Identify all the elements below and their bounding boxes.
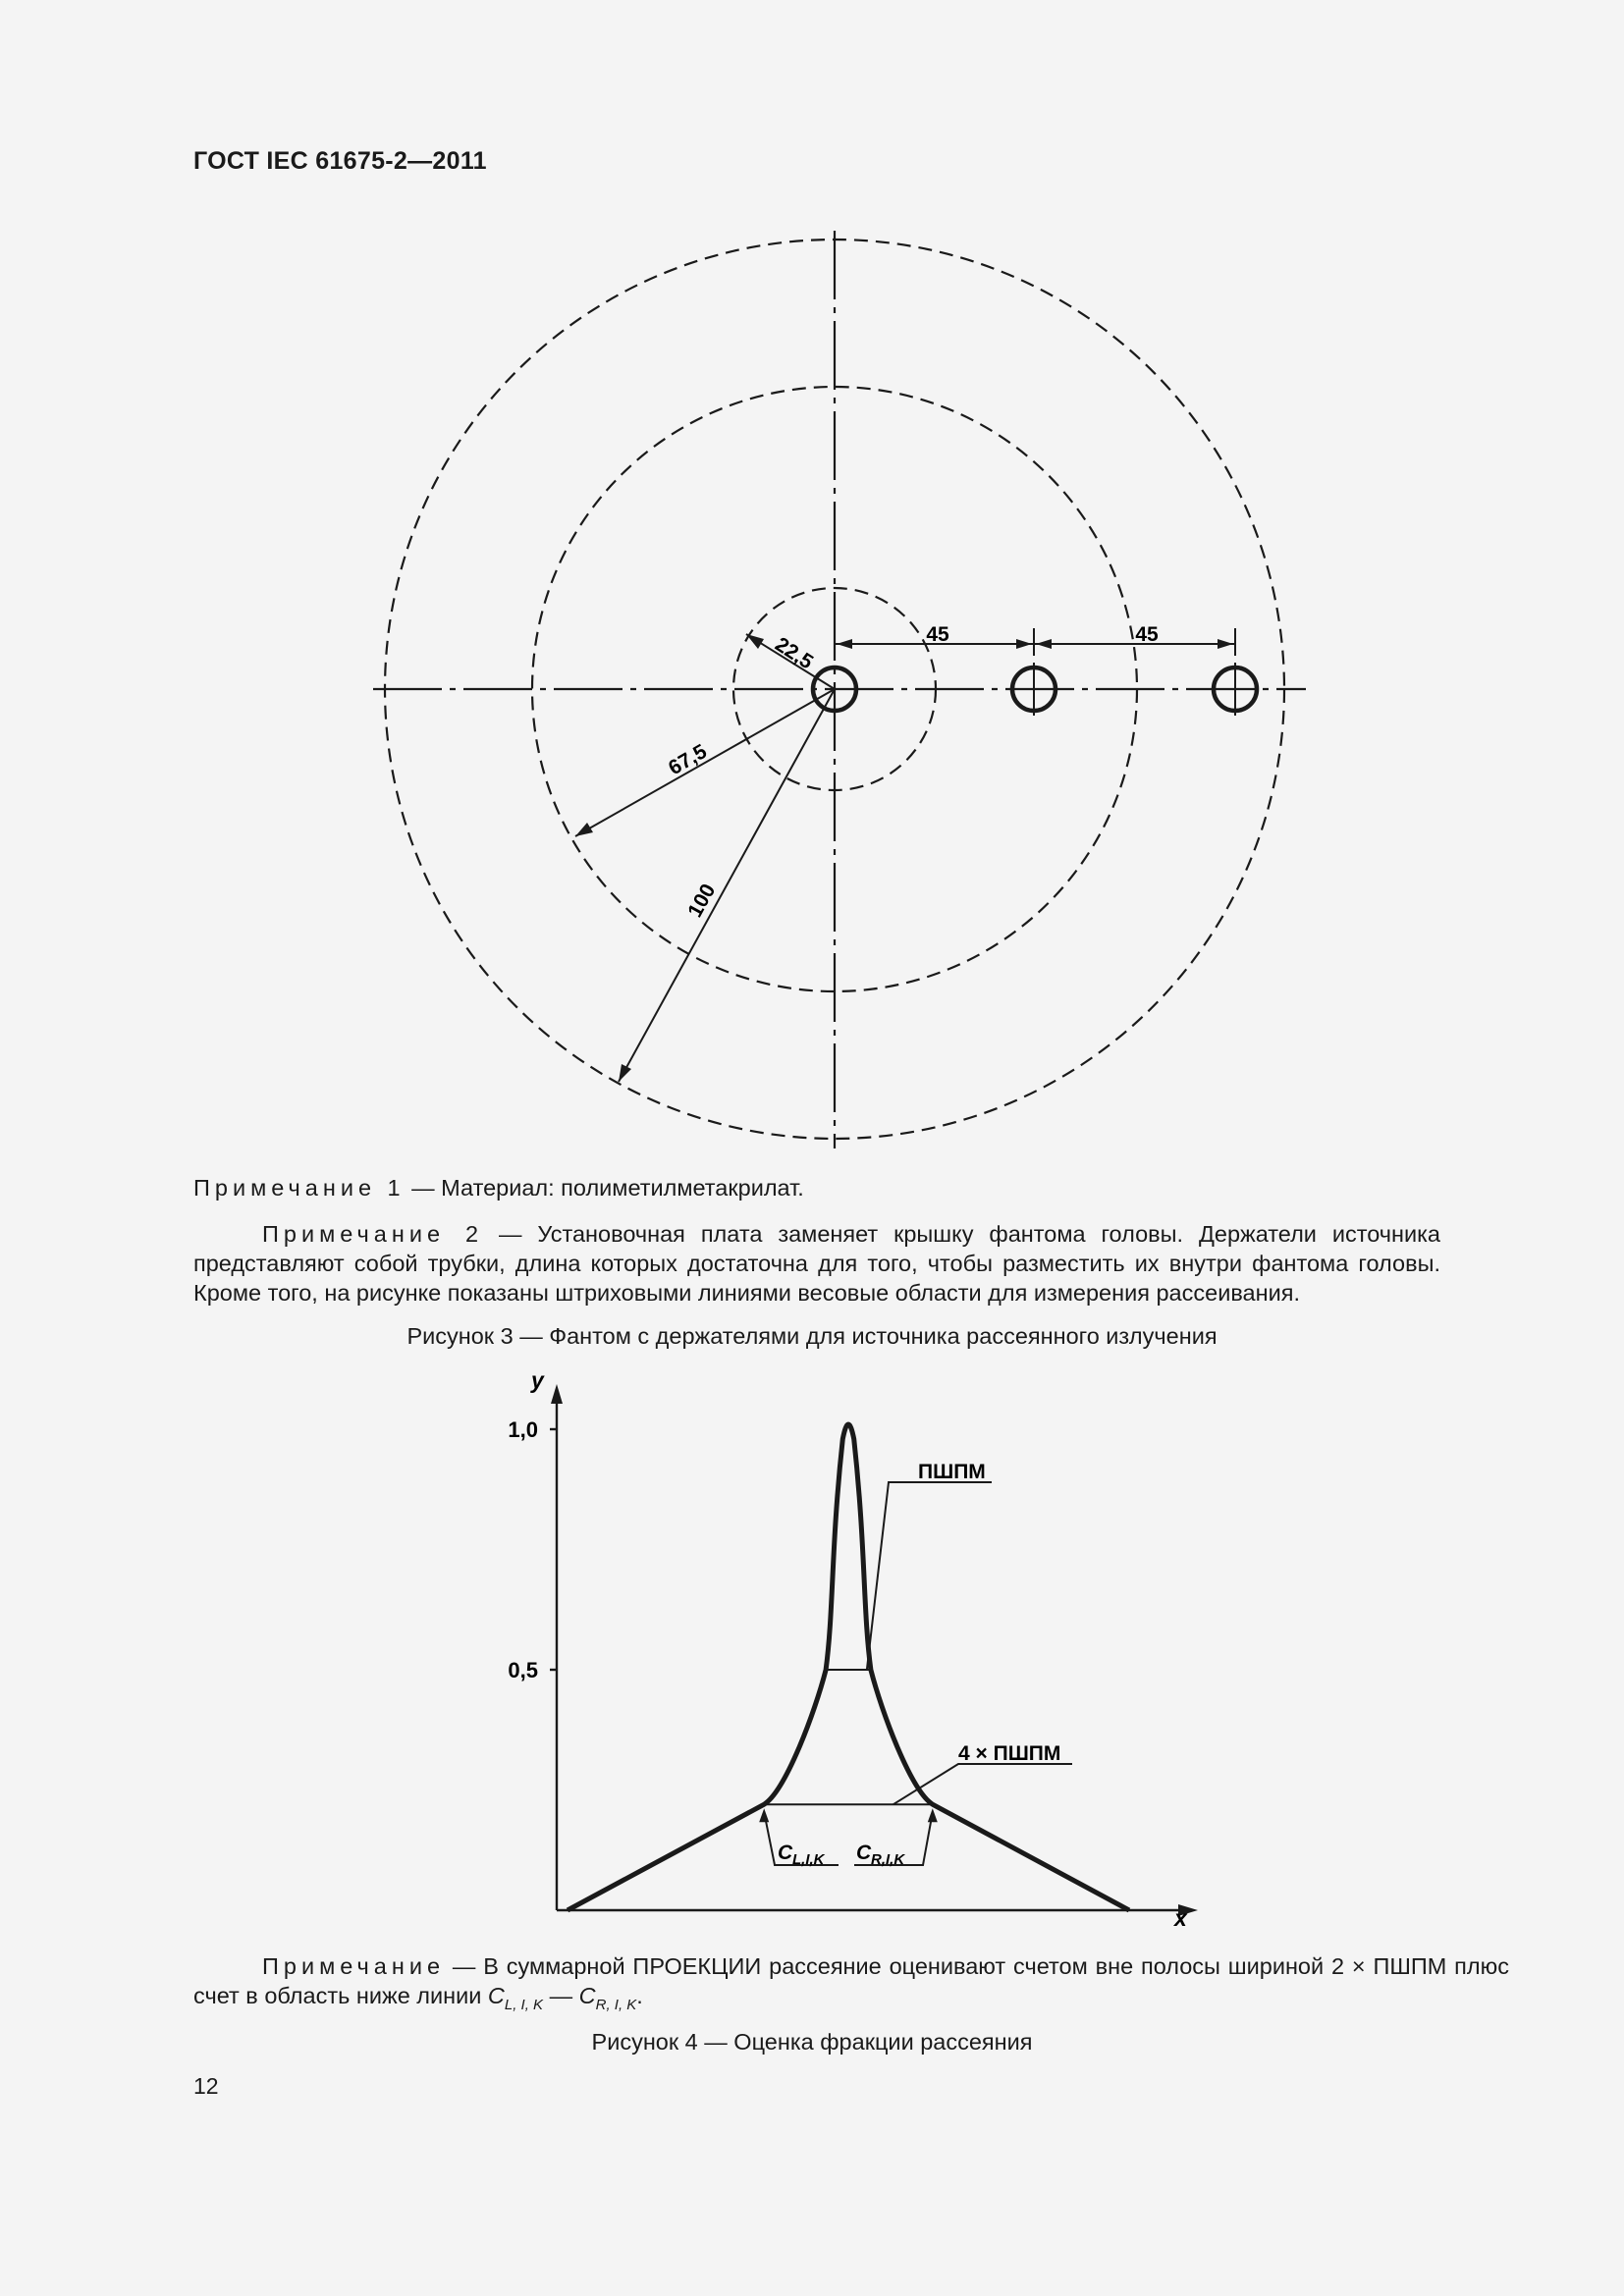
fwtm-label: 4 × ПШПМ bbox=[958, 1742, 1061, 1765]
radius-100-line bbox=[619, 689, 835, 1082]
figure-3-note-2 bbox=[125, 1219, 1440, 1308]
fwhm-label: ПШПМ bbox=[918, 1461, 986, 1483]
c-left-label: C bbox=[778, 1842, 793, 1864]
profile-curve bbox=[568, 1424, 1129, 1910]
figure-4-chart bbox=[0, 1364, 1624, 1944]
figure-4-note bbox=[125, 1951, 1509, 2020]
c-left-arrow bbox=[759, 1808, 769, 1822]
note-c-right: C bbox=[578, 1983, 596, 2008]
figure-4-note-text: — В суммарной ПРОЕКЦИИ рассеяние оценивают счетом вне полосы шириной 2 × ПШПМ плюс счет в область ниже линии bbox=[193, 1953, 1509, 2008]
note-2-prefix: Примечание 2 bbox=[262, 1221, 484, 1247]
figure-4-note-prefix: Примечание bbox=[262, 1953, 446, 1979]
c-right-arrow bbox=[928, 1808, 938, 1822]
spacing-label-2: 45 bbox=[1135, 623, 1159, 646]
y-axis-arrow bbox=[551, 1384, 563, 1404]
fwhm-leader bbox=[867, 1482, 992, 1670]
document-code-header: ГОСТ IEC 61675-2—2011 bbox=[193, 147, 487, 175]
figure-3-caption: Рисунок 3 — Фантом с держателями для источника рассеянного излучения bbox=[406, 1323, 1218, 1349]
radius-label-22-5: 22,5 bbox=[771, 632, 818, 674]
page-number: 12 bbox=[193, 2073, 219, 2099]
c-left-sub: L,I,K bbox=[792, 1851, 825, 1868]
figure-4-caption: Рисунок 4 — Оценка фракции рассеяния bbox=[591, 2029, 1033, 2055]
y-axis-label: y bbox=[531, 1367, 544, 1393]
note-2-text: — Установочная плата заменяет крышку фантома головы. Держатели источника представляют собой трубки, длина которых достаточна для того, чтобы разместить их внутри фантома головы. Кроме того, на рисунке показаны штриховыми линиями весовые области для измерения рассеивания. bbox=[193, 1221, 1441, 1306]
y-tick-label-1: 0,5 bbox=[508, 1658, 538, 1682]
note-c-right-sub: R, I, K bbox=[595, 1997, 637, 2013]
figure-3-note-1 bbox=[193, 1173, 1509, 1202]
y-tick-label-0: 1,0 bbox=[508, 1417, 538, 1442]
fwtm-leader bbox=[893, 1764, 1072, 1804]
note-end: . bbox=[636, 1983, 643, 2008]
note-c-left: C bbox=[487, 1983, 505, 2008]
radius-label-100: 100 bbox=[683, 880, 721, 922]
note-1-prefix: Примечание 1 bbox=[193, 1175, 406, 1201]
note-dash: — bbox=[543, 1983, 579, 2008]
x-axis-label: x bbox=[1174, 1905, 1187, 1931]
c-right-label: C bbox=[856, 1842, 872, 1864]
radius-label-67-5: 67,5 bbox=[665, 739, 711, 780]
spacing-label-1: 45 bbox=[926, 623, 949, 646]
c-right-sub: R,I,K bbox=[871, 1851, 905, 1868]
note-1-text: — Материал: полиметилметакрилат. bbox=[405, 1175, 804, 1201]
note-c-left-sub: L, I, K bbox=[504, 1997, 544, 2013]
